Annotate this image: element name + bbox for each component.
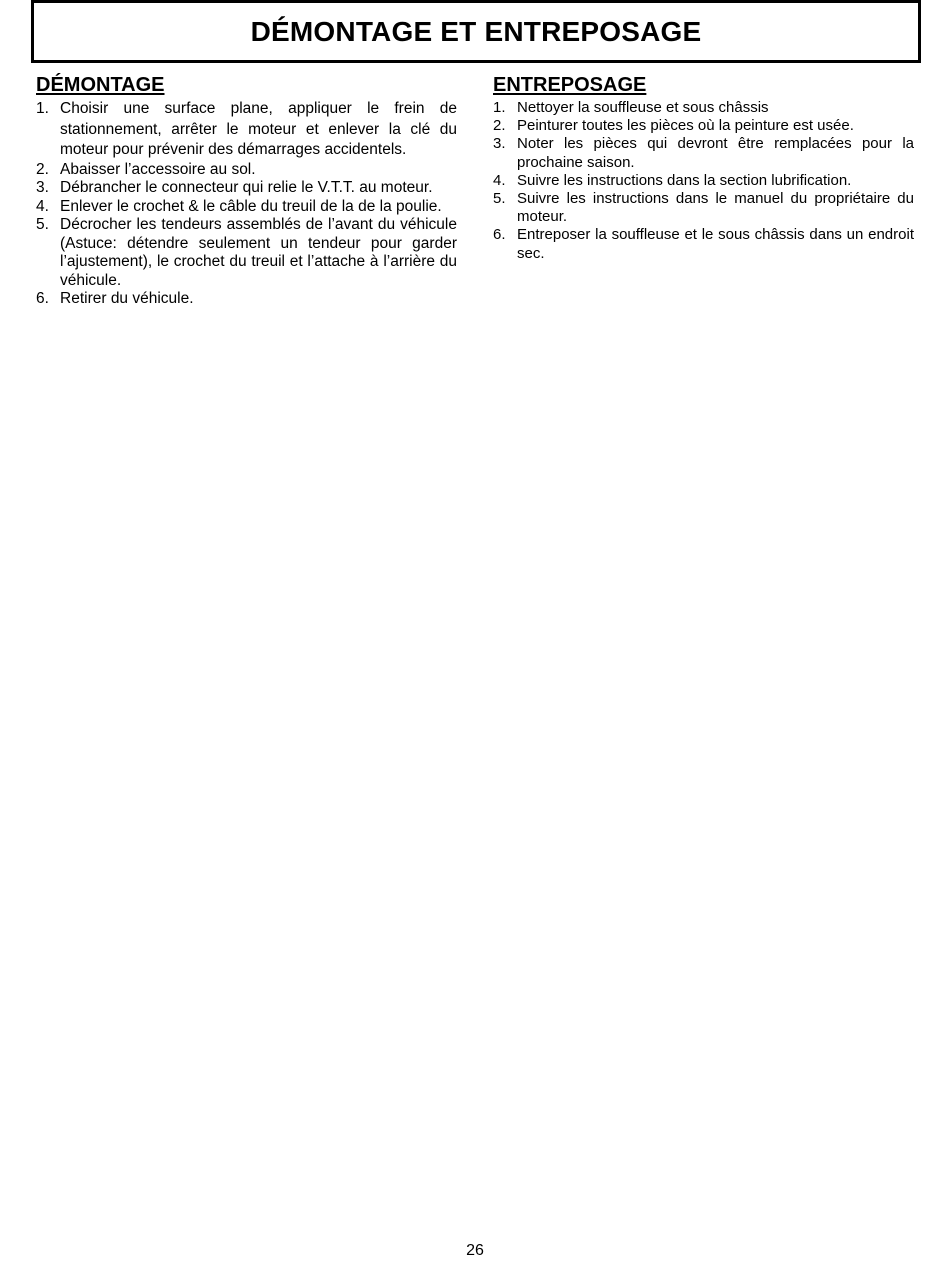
step-number: 5. [493,190,506,208]
step-number: 5. [36,216,49,233]
step-text: Peinturer toutes les pièces où la peinture est usée. [517,117,854,135]
page-number: 26 [466,1242,484,1259]
step-number: 2. [493,117,506,135]
list-item [36,161,457,180]
step-text: Décrocher les tendeurs assemblés de l’avant du véhicule (Astuce: détendre seulement un tendeur pour garder l’ajustement), le crochet du treuil et l’attache à l’arrière du véhicule. [60,216,457,289]
step-number: 2. [36,160,49,178]
list-item [36,290,457,309]
list-item [36,99,457,161]
step-number: 4. [36,197,49,215]
step-text: Nettoyer la souffleuse et sous châssis [517,99,769,116]
step-number: 4. [493,171,506,189]
demontage-heading: DÉMONTAGE [36,74,165,96]
list-item [493,99,914,117]
step-text: Noter les pièces qui devront être remplacées pour la prochaine saison. [517,135,914,171]
step-number: 3. [36,179,49,196]
list-item [36,216,457,290]
step-text: Retirer du véhicule. [60,290,194,307]
step-number: 3. [493,135,506,153]
step-text: Enlever le crochet & le câble du treuil de la de la poulie. [60,197,442,215]
step-text: Entreposer la souffleuse et le sous châssis dans un endroit sec. [517,226,914,262]
step-number: 1. [36,100,49,117]
list-item [36,198,457,217]
list-item [493,226,914,262]
step-number: 1. [493,99,506,116]
list-item [493,135,914,171]
step-number: 6. [493,226,506,244]
entreposage-section [493,73,914,263]
entreposage-steps-list [493,99,914,263]
list-item [493,117,914,135]
step-text: Abaisser l’accessoire au sol. [60,160,256,178]
step-text: Suivre les instructions dans le manuel du propriétaire du moteur. [517,190,914,226]
step-number: 6. [36,290,49,307]
entreposage-heading: ENTREPOSAGE [493,74,647,96]
list-item [493,172,914,190]
list-item [36,179,457,198]
list-item [493,190,914,226]
step-text: Suivre les instructions dans la section lubrification. [517,171,852,189]
step-text: Débrancher le connecteur qui relie le V.T.T. au moteur. [60,179,433,196]
step-text: Choisir une surface plane, appliquer le frein de stationnement, arrêter le moteur et enlever la clé du moteur pour prévenir des démarrages accidentels. [60,100,457,158]
demontage-section [36,73,457,309]
demontage-steps-list [36,99,457,309]
page-title-box [31,0,921,63]
page-title: DÉMONTAGE ET ENTREPOSAGE [250,15,702,47]
